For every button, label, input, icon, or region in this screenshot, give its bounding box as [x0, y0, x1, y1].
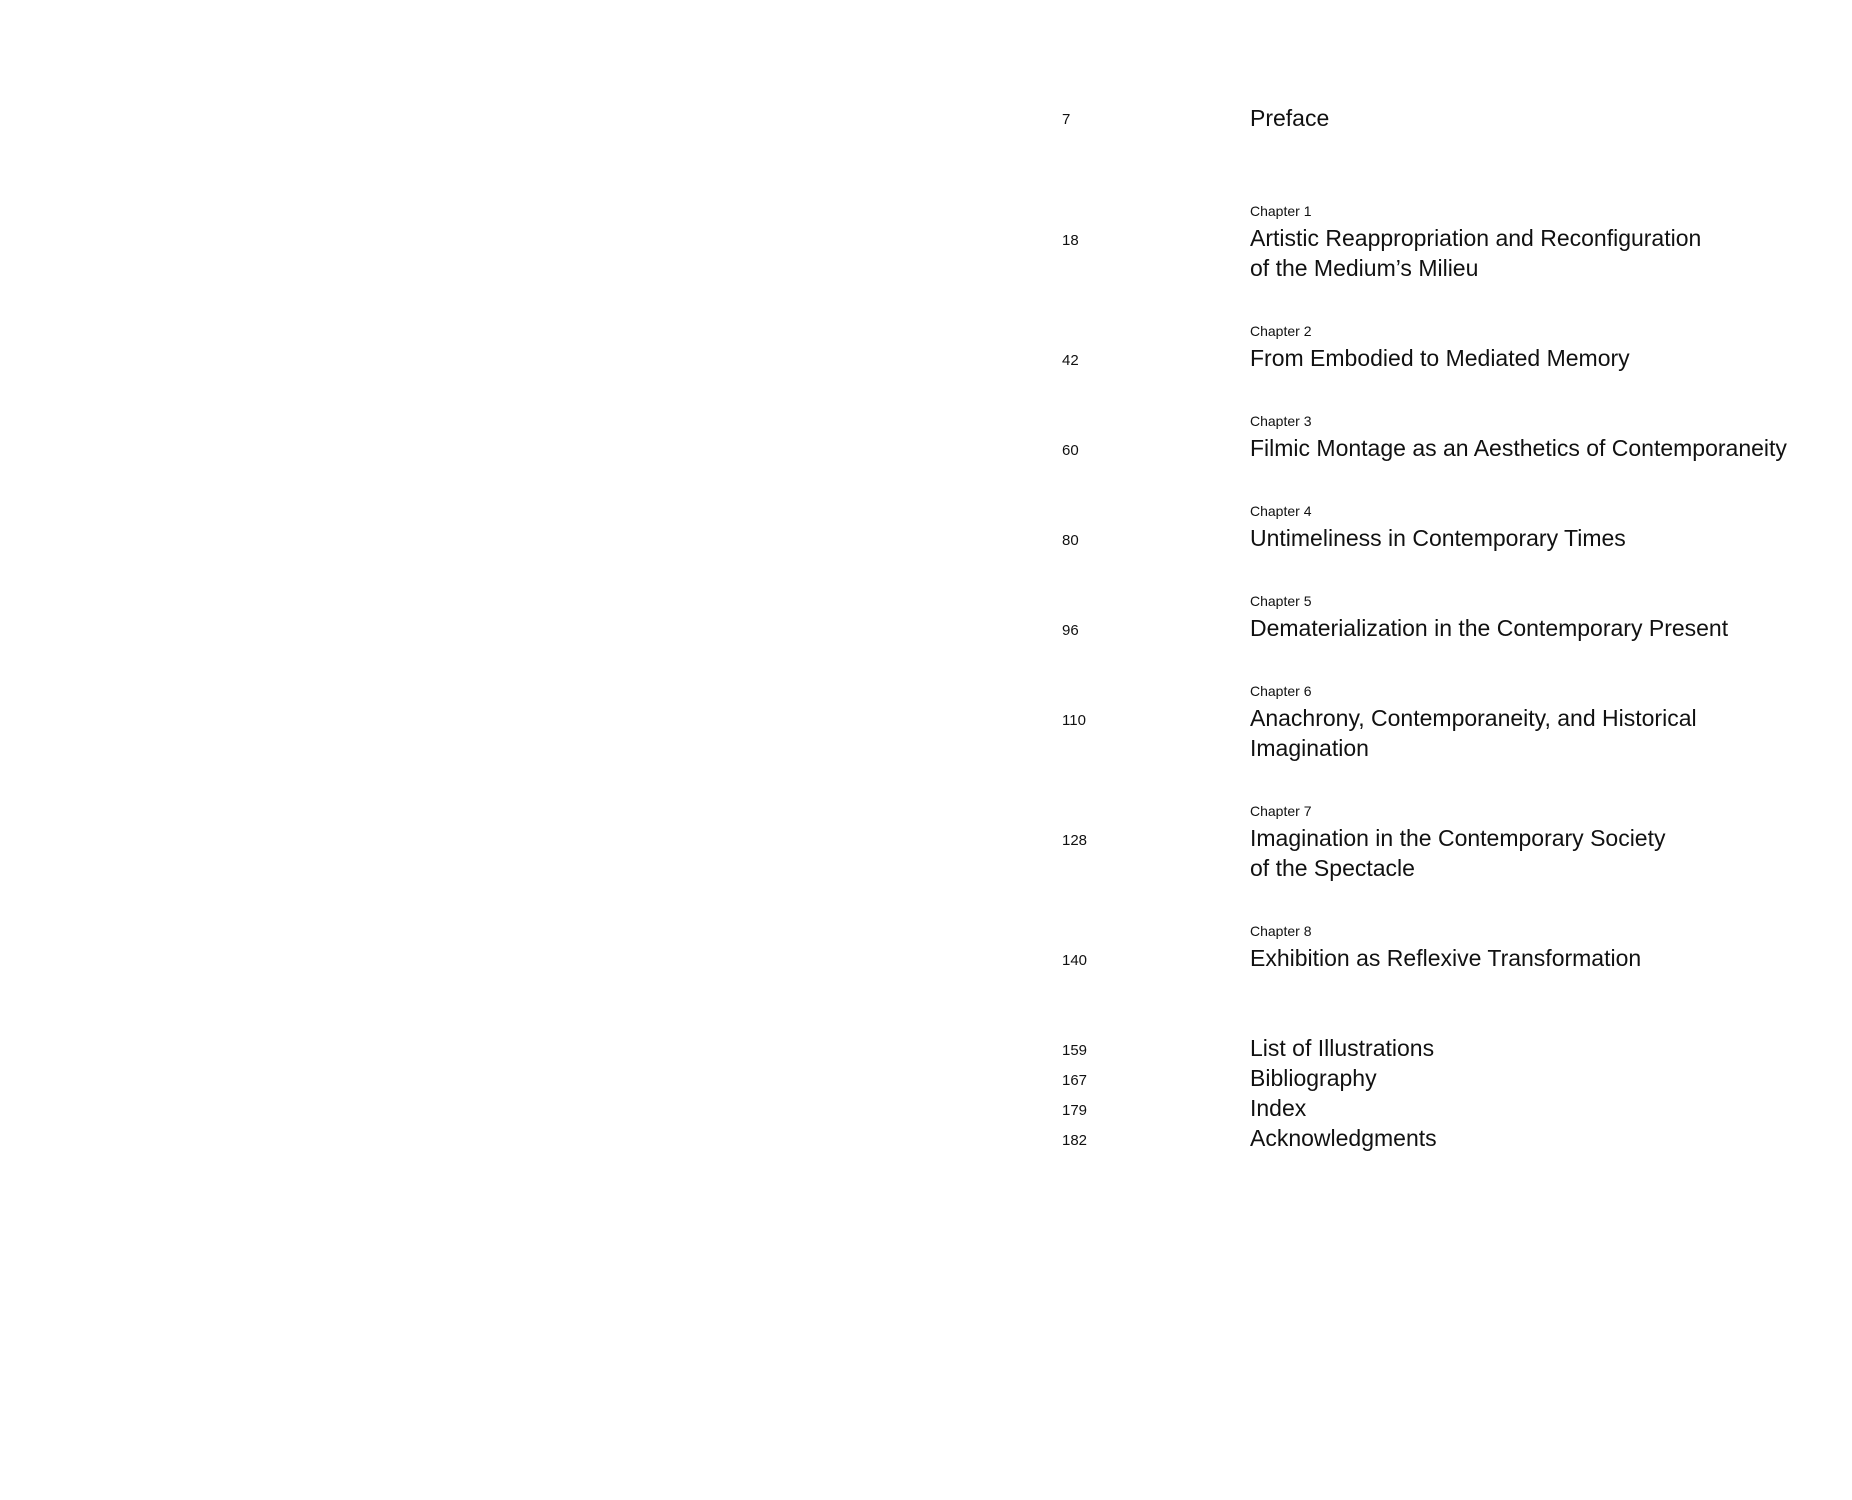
page-number: 96 — [1062, 622, 1079, 639]
entry-title: List of Illustrations — [1250, 1035, 1435, 1061]
page-number: 110 — [1062, 712, 1086, 729]
page-number: 7 — [1062, 111, 1071, 128]
entry-title: Imagination in the Contemporary Society — [1250, 825, 1666, 851]
page-number: 159 — [1062, 1042, 1088, 1059]
entry-title: Dematerialization in the Contemporary Present — [1250, 615, 1729, 641]
chapter-label: Chapter 7 — [1250, 803, 1312, 819]
entry-title: Acknowledgments — [1250, 1125, 1437, 1151]
entry-title-continued: of the Medium’s Milieu — [1250, 255, 1479, 281]
entry-title: Anachrony, Contemporaneity, and Historical — [1250, 705, 1697, 731]
page-number: 167 — [1062, 1072, 1088, 1089]
page-number: 18 — [1062, 232, 1079, 249]
entry-title: Bibliography — [1250, 1065, 1377, 1091]
entry-title-continued: Imagination — [1250, 735, 1369, 761]
chapter-label: Chapter 3 — [1250, 413, 1312, 429]
page-number: 182 — [1062, 1132, 1088, 1149]
entry-title: Filmic Montage as an Aesthetics of Contemporaneity — [1250, 435, 1787, 461]
page-number: 42 — [1062, 352, 1079, 369]
chapter-label: Chapter 2 — [1250, 323, 1312, 339]
entry-title: Untimeliness in Contemporary Times — [1250, 525, 1626, 551]
page-number: 60 — [1062, 442, 1079, 459]
chapter-label: Chapter 6 — [1250, 683, 1312, 699]
entry-title: From Embodied to Mediated Memory — [1250, 345, 1630, 371]
page-number: 179 — [1062, 1102, 1088, 1119]
chapter-label: Chapter 4 — [1250, 503, 1312, 519]
page-number: 80 — [1062, 532, 1079, 549]
entry-title: Artistic Reappropriation and Reconfiguration — [1250, 225, 1702, 251]
entry-title: Index — [1250, 1095, 1307, 1121]
entry-title: Exhibition as Reflexive Transformation — [1250, 945, 1642, 971]
chapter-label: Chapter 1 — [1250, 203, 1312, 219]
entry-title: Preface — [1250, 105, 1330, 131]
page-number: 128 — [1062, 832, 1088, 849]
entry-title-continued: of the Spectacle — [1250, 855, 1415, 881]
chapter-label: Chapter 8 — [1250, 923, 1312, 939]
chapter-label: Chapter 5 — [1250, 593, 1312, 609]
page-number: 140 — [1062, 952, 1088, 969]
